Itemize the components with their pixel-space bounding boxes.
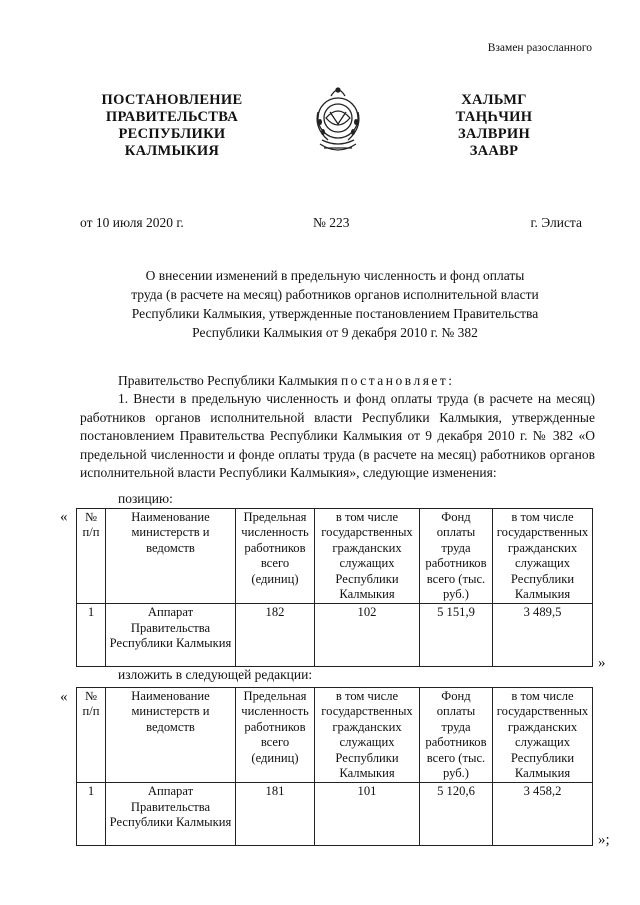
header-fund: Фонд оплаты труда работников всего (тыс. руб.) <box>420 688 493 783</box>
table-row <box>77 783 593 846</box>
header-fund: Фонд оплаты труда работников всего (тыс. руб.) <box>420 509 493 604</box>
table-old-position <box>76 508 593 667</box>
header-line: ТАҢҺЧИН <box>455 109 533 125</box>
title-line: Республики Калмыкия от 9 декабря 2010 г. № 382 <box>192 325 478 340</box>
quote-close: » <box>598 655 606 671</box>
decree-statement <box>80 372 595 391</box>
title-line: труда (в расчете на месяц) работников органов исполнительной власти <box>131 287 539 302</box>
row-civil: 101 <box>315 783 420 846</box>
header-line: ХАЛЬМГ <box>461 92 527 108</box>
row-fund: 5 120,6 <box>420 783 493 846</box>
row-civil: 102 <box>315 604 420 667</box>
decree-title <box>80 266 590 342</box>
decree-word: постановляет: <box>340 373 455 388</box>
header-russian <box>88 92 256 160</box>
row-civil-fund: 3 458,2 <box>493 783 593 846</box>
header-civil: в том числе государственных гражданских служащих Республики Калмыкия <box>315 688 420 783</box>
item-1-paragraph: 1. Внести в предельную численность и фонд оплаты труда (в расчете на месяц) работников органов исполнительной власти Республики Калмыкия, утвержденные постановлением Правительства Республики Калмыкия от 9 декабря 2010 г. № 382 «О предельной численности и фонде оплаты труда (в расчете на месяц) работников органов исполнительной власти Республики Калмыкия», следующие изменения: <box>80 391 595 480</box>
replacement-note: Взамен разосланного <box>487 42 592 54</box>
decree-prefix: Правительство Республики Калмыкия <box>118 373 338 388</box>
quote-open: « <box>60 689 68 705</box>
quote-close: »; <box>598 832 610 848</box>
header-staff: Предельная численность работников всего (единиц) <box>236 509 315 604</box>
position-label: позицию: <box>118 491 173 506</box>
header-staff: Предельная численность работников всего (единиц) <box>236 688 315 783</box>
kalmykia-emblem-icon <box>308 82 368 162</box>
row-name: Аппарат Правительства Республики Калмыкия <box>106 783 236 846</box>
header-line: ЗААВР <box>469 143 519 159</box>
header-name: Наименование министерств и ведомств <box>106 509 236 604</box>
decree-number: № 223 <box>313 215 350 230</box>
header-civil-fund: в том числе государственных гражданских служащих Республики Калмыкия <box>493 509 593 604</box>
header-kalmyk <box>440 92 548 160</box>
header-civil: в том числе государственных гражданских служащих Республики Калмыкия <box>315 509 420 604</box>
replace-label: изложить в следующей редакции: <box>118 667 313 682</box>
table-new-position <box>76 687 593 846</box>
row-num: 1 <box>77 783 106 846</box>
header-line: ПОСТАНОВЛЕНИЕ <box>101 92 243 108</box>
header-line: КАЛМЫКИЯ <box>124 143 220 159</box>
table-row <box>77 604 593 667</box>
header-civil-fund: в том числе государственных гражданских служащих Республики Калмыкия <box>493 688 593 783</box>
title-line: О внесении изменений в предельную численность и фонд оплаты <box>145 268 525 283</box>
row-civil-fund: 3 489,5 <box>493 604 593 667</box>
row-fund: 5 151,9 <box>420 604 493 667</box>
header-name: Наименование министерств и ведомств <box>106 688 236 783</box>
table-header-row <box>77 688 593 783</box>
row-staff: 181 <box>236 783 315 846</box>
row-num: 1 <box>77 604 106 667</box>
decree-date: от 10 июля 2020 г. <box>80 215 184 230</box>
header-num: № п/п <box>77 688 106 783</box>
quote-open: « <box>60 509 68 525</box>
table-header-row <box>77 509 593 604</box>
row-name: Аппарат Правительства Республики Калмыкия <box>106 604 236 667</box>
header-line: ЗАЛВРИН <box>457 126 531 142</box>
decree-place: г. Элиста <box>530 215 582 230</box>
row-staff: 182 <box>236 604 315 667</box>
header-line: РЕСПУБЛИКИ <box>118 126 226 142</box>
title-line: Республики Калмыкия, утвержденные постановлением Правительства <box>131 306 539 321</box>
header-num: № п/п <box>77 509 106 604</box>
header-line: ПРАВИТЕЛЬСТВА <box>105 109 239 125</box>
